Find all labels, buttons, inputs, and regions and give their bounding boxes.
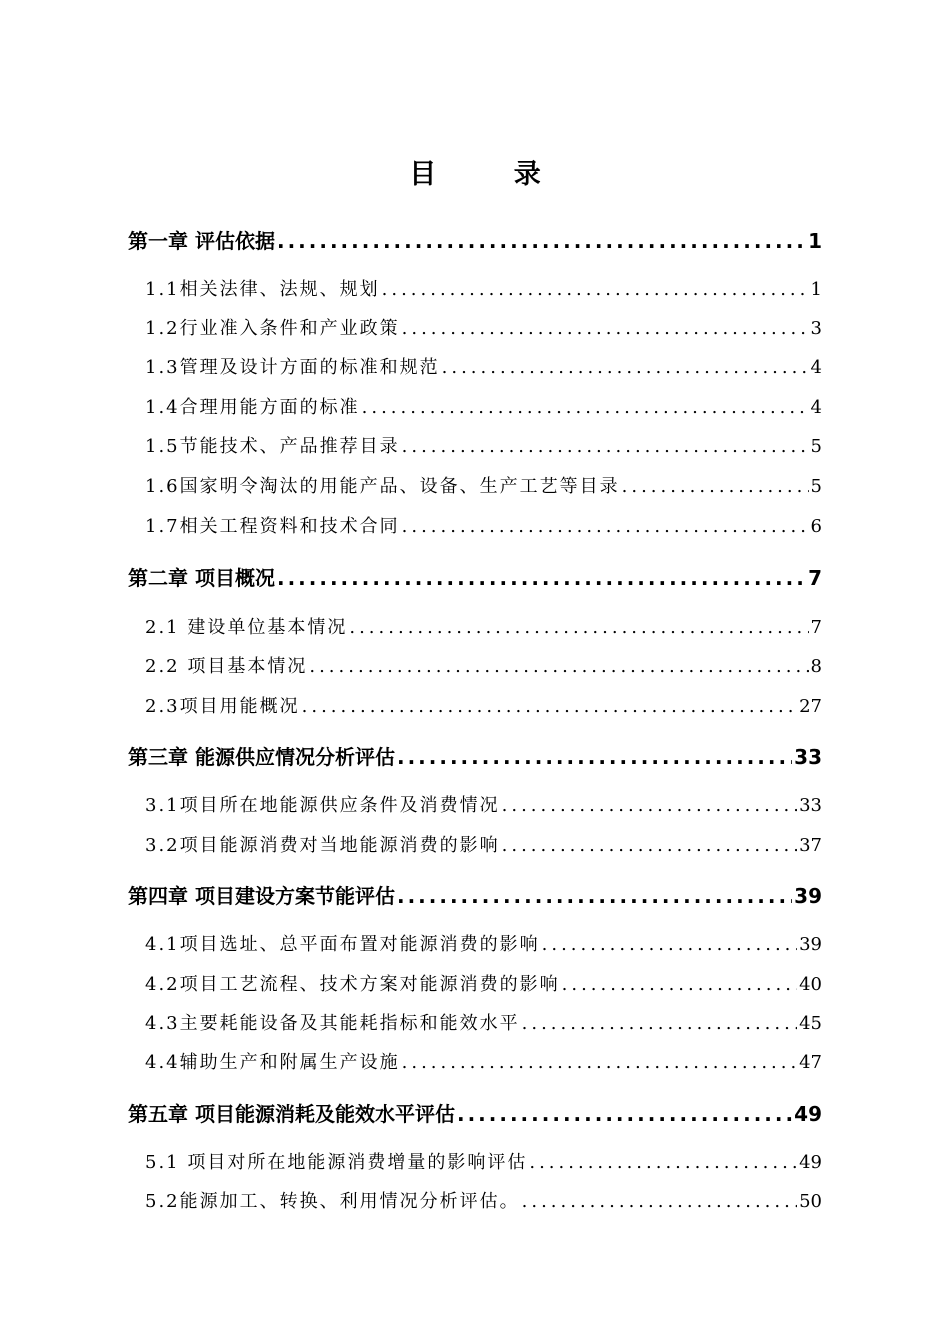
dot-leader	[397, 884, 792, 908]
toc-section-2-1[interactable]	[145, 613, 822, 639]
toc-entry-label: 4.4辅助生产和附属生产设施	[145, 1052, 400, 1073]
toc-page-number: 7	[808, 566, 822, 590]
dot-leader	[442, 357, 809, 378]
toc-page-number: 39	[794, 884, 822, 908]
toc-page-number: 45	[799, 1013, 822, 1034]
toc-entry-label: 3.2项目能源消费对当地能源消费的影响	[145, 835, 500, 856]
toc-page-number: 39	[799, 934, 822, 955]
toc-entry-label: 5.1 项目对所在地能源消费增量的影响评估	[145, 1152, 528, 1173]
toc-page-number: 40	[799, 974, 822, 995]
dot-leader	[402, 318, 809, 339]
toc-page-number: 1	[808, 229, 822, 253]
dot-leader	[542, 934, 797, 955]
toc-section-5-1[interactable]	[145, 1148, 822, 1174]
toc-page-number: 1	[810, 279, 822, 300]
toc-page-number: 33	[794, 745, 822, 769]
toc-section-5-2[interactable]	[145, 1187, 822, 1213]
toc-section-1-2[interactable]	[145, 314, 822, 340]
toc-section-2-2[interactable]	[145, 652, 822, 678]
toc-entry-label: 4.2项目工艺流程、技术方案对能源消费的影响	[145, 974, 560, 995]
toc-section-4-2[interactable]	[145, 970, 822, 996]
dot-leader	[277, 229, 806, 253]
toc-entry-label: 2.1 建设单位基本情况	[145, 617, 348, 638]
toc-page-number: 50	[799, 1191, 822, 1212]
toc-entry-label: 1.4合理用能方面的标准	[145, 397, 360, 418]
toc-entry-label: 1.7相关工程资料和技术合同	[145, 516, 400, 537]
toc-section-1-7[interactable]	[145, 512, 822, 538]
toc-chapter-1[interactable]	[128, 225, 822, 254]
toc-entry-label: 第五章 项目能源消耗及能效水平评估	[128, 1102, 455, 1126]
dot-leader	[277, 566, 806, 590]
toc-page-number: 5	[810, 436, 822, 457]
dot-leader	[522, 1191, 797, 1212]
dot-leader	[529, 1152, 797, 1173]
toc-section-2-3[interactable]	[145, 692, 822, 718]
toc-chapter-4[interactable]	[128, 880, 822, 909]
dot-leader	[522, 1013, 797, 1034]
toc-page-number: 8	[810, 656, 822, 677]
toc-entry-label: 2.3项目用能概况	[145, 696, 300, 717]
dot-leader	[349, 617, 808, 638]
toc-page-number: 4	[810, 357, 822, 378]
toc-page-number: 49	[794, 1102, 822, 1126]
toc-entry-label: 第三章 能源供应情况分析评估	[128, 745, 395, 769]
dot-leader	[397, 745, 792, 769]
toc-chapter-5[interactable]	[128, 1098, 822, 1127]
toc-entry-label: 5.2能源加工、转换、利用情况分析评估。	[145, 1191, 520, 1212]
toc-page-number: 47	[799, 1052, 822, 1073]
toc-section-4-3[interactable]	[145, 1009, 822, 1035]
dot-leader	[622, 476, 809, 497]
toc-section-1-5[interactable]	[145, 432, 822, 458]
toc-title: 目 录	[409, 159, 575, 190]
dot-leader	[402, 1052, 797, 1073]
toc-entry-label: 第四章 项目建设方案节能评估	[128, 884, 395, 908]
toc-section-4-1[interactable]	[145, 930, 822, 956]
toc-page-number: 27	[799, 696, 822, 717]
toc-page-number: 37	[799, 835, 822, 856]
toc-entry-label: 2.2 项目基本情况	[145, 656, 308, 677]
toc-chapter-2[interactable]	[128, 562, 822, 591]
toc-section-4-4[interactable]	[145, 1048, 822, 1074]
toc-entry-label: 第一章 评估依据	[128, 229, 275, 253]
toc-page-number: 4	[810, 397, 822, 418]
toc-entry-label: 3.1项目所在地能源供应条件及消费情况	[145, 795, 500, 816]
toc-page-number: 49	[799, 1152, 822, 1173]
dot-leader	[457, 1102, 792, 1126]
toc-page-number: 6	[810, 516, 822, 537]
dot-leader	[382, 279, 809, 300]
dot-leader	[562, 974, 797, 995]
toc-entry-label: 1.5节能技术、产品推荐目录	[145, 436, 400, 457]
toc-section-1-4[interactable]	[145, 393, 822, 419]
dot-leader	[362, 397, 809, 418]
toc-entry-label: 4.1项目选址、总平面布置对能源消费的影响	[145, 934, 540, 955]
toc-entry-label: 1.3管理及设计方面的标准和规范	[145, 357, 440, 378]
toc-page-number: 7	[810, 617, 822, 638]
toc-section-3-1[interactable]	[145, 791, 822, 817]
dot-leader	[302, 696, 797, 717]
dot-leader	[402, 516, 809, 537]
toc-section-1-1[interactable]	[145, 275, 822, 301]
dot-leader	[502, 795, 797, 816]
toc-entry-label: 4.3主要耗能设备及其能耗指标和能效水平	[145, 1013, 520, 1034]
toc-page-number: 3	[810, 318, 822, 339]
toc-chapter-3[interactable]	[128, 741, 822, 770]
toc-section-1-6[interactable]	[145, 472, 822, 498]
toc-entry-label: 1.2行业准入条件和产业政策	[145, 318, 400, 339]
toc-section-1-3[interactable]	[145, 353, 822, 379]
toc-entry-label: 1.6国家明令淘汰的用能产品、设备、生产工艺等目录	[145, 476, 620, 497]
dot-leader	[309, 656, 808, 677]
toc-page-number: 5	[810, 476, 822, 497]
toc-entry-label: 1.1相关法律、法规、规划	[145, 279, 380, 300]
dot-leader	[402, 436, 809, 457]
toc-page-number: 33	[799, 795, 822, 816]
toc-section-3-2[interactable]	[145, 831, 822, 857]
toc-entry-label: 第二章 项目概况	[128, 566, 275, 590]
dot-leader	[502, 835, 797, 856]
